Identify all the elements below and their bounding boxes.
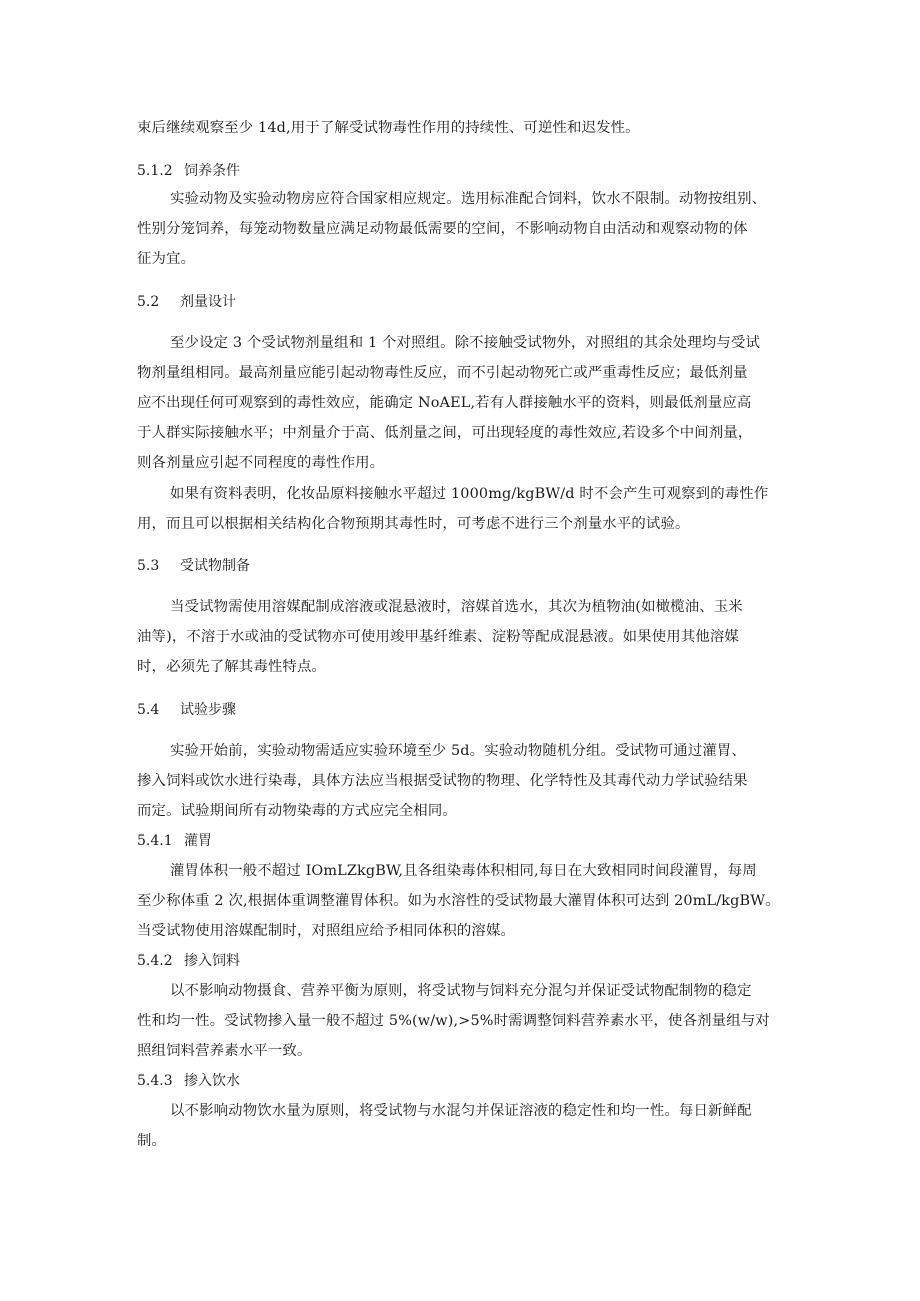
paragraph-line: 应不出现任何可观察到的毒性效应，能确定 NoAEL,若有人群接触水平的资料，则最低剂量应高 bbox=[137, 395, 752, 411]
section-title: 试验步骤 bbox=[180, 702, 236, 718]
section-heading-5-4-3 bbox=[137, 1071, 240, 1091]
intro-line: 束后继续观察至少 14d,用于了解受试物毒性作用的持续性、可逆性和迟发性。 bbox=[137, 120, 640, 136]
section-heading-5-1-2 bbox=[137, 161, 240, 181]
section-number: 5.4.3 bbox=[137, 1073, 173, 1089]
paragraph-line: 至少称体重 2 次,根据体重调整灌胃体积。如为水溶性的受试物最大灌胃体积可达到 20mL/kgBW。 bbox=[137, 893, 780, 909]
paragraph-line: 油等)，不溶于水或油的受试物亦可使用竣甲基纤维素、淀粉等配成混悬液。如果使用其他溶媒 bbox=[137, 629, 739, 645]
paragraph-line: 而定。试验期间所有动物染毒的方式应完全相同。 bbox=[137, 803, 457, 819]
paragraph-line: 照组饲料营养素水平一致。 bbox=[137, 1043, 312, 1059]
paragraph-line: 物剂量组相同。最高剂量应能引起动物毒性反应，而不引起动物死亡或严重毒性反应；最低剂量 bbox=[137, 365, 748, 381]
paragraph-line: 以不影响动物摄食、营养平衡为原则，将受试物与饲料充分混匀并保证受试物配制物的稳定 bbox=[170, 983, 752, 999]
paragraph-line: 至少设定 3 个受试物剂量组和 1 个对照组。除不接触受试物外，对照组的其余处理均与受试 bbox=[170, 335, 761, 351]
section-heading-5-3 bbox=[137, 556, 250, 576]
paragraph-line: 性和均一性。受试物掺入量一般不超过 5%(w/w),>5%时需调整饲料营养素水平，使各剂量组与对 bbox=[137, 1013, 770, 1029]
section-number: 5.4.2 bbox=[137, 953, 173, 969]
paragraph-line: 以不影响动物饮水量为原则，将受试物与水混匀并保证溶液的稳定性和均一性。每日新鲜配 bbox=[170, 1103, 752, 1119]
paragraph-line: 时，必须先了解其毒性特点。 bbox=[137, 659, 327, 675]
paragraph-line: 当受试物需使用溶媒配制成溶液或混悬液时，溶媒首选水，其次为植物油(如橄榄油、玉米 bbox=[170, 599, 743, 615]
paragraph-line: 当受试物使用溶媒配制时，对照组应给予相同体积的溶媒。 bbox=[137, 923, 516, 939]
section-number: 5.4.1 bbox=[137, 833, 173, 849]
paragraph-line: 制。 bbox=[137, 1133, 167, 1149]
paragraph-line: 实验动物及实验动物房应符合国家相应规定。选用标准配合饲料，饮水不限制。动物按组别、 bbox=[170, 191, 767, 207]
section-title: 饲养条件 bbox=[184, 163, 240, 179]
paragraph-line: 则各剂量应引起不同程度的毒性作用。 bbox=[137, 455, 385, 471]
section-title: 掺入饲料 bbox=[184, 953, 240, 969]
section-title: 灌胃 bbox=[184, 833, 212, 849]
paragraph-line: 征为宜。 bbox=[137, 251, 196, 267]
paragraph-line: 于人群实际接触水平；中剂量介于高、低剂量之间，可出现轻度的毒性效应,若设多个中间剂量， bbox=[137, 425, 753, 441]
section-title: 剂量设计 bbox=[180, 294, 236, 310]
section-number: 5.1.2 bbox=[137, 163, 173, 179]
section-heading-5-4-2 bbox=[137, 951, 240, 971]
section-title: 掺入饮水 bbox=[184, 1073, 240, 1089]
section-number: 5.4 bbox=[137, 702, 160, 718]
section-heading-5-4 bbox=[137, 700, 236, 720]
paragraph-line: 掺入饲料或饮水进行染毒，具体方法应当根据受试物的物理、化学特性及其毒代动力学试验结果 bbox=[137, 773, 748, 789]
section-heading-5-4-1 bbox=[137, 831, 212, 851]
paragraph-line: 用，而且可以根据相关结构化合物预期其毒性时，可考虑不进行三个剂量水平的试验。 bbox=[137, 516, 690, 532]
section-number: 5.2 bbox=[137, 294, 160, 310]
paragraph-line: 灌胃体积一般不超过 IOmLZkgBW,且各组染毒体积相同,每日在大致相同时间段灌胃，每周 bbox=[170, 863, 757, 879]
paragraph-line: 如果有资料表明，化妆品原料接触水平超过 1000mg/kgBW/d 时不会产生可观察到的毒性作 bbox=[170, 486, 769, 502]
section-heading-5-2 bbox=[137, 292, 236, 312]
paragraph-line: 性别分笼饲养，每笼动物数量应满足动物最低需要的空间，不影响动物自由活动和观察动物的体 bbox=[137, 221, 748, 237]
paragraph-line: 实验开始前，实验动物需适应实验环境至少 5d。实验动物随机分组。受试物可通过灌胃、 bbox=[170, 743, 746, 759]
section-title: 受试物制备 bbox=[180, 558, 250, 574]
section-number: 5.3 bbox=[137, 558, 160, 574]
